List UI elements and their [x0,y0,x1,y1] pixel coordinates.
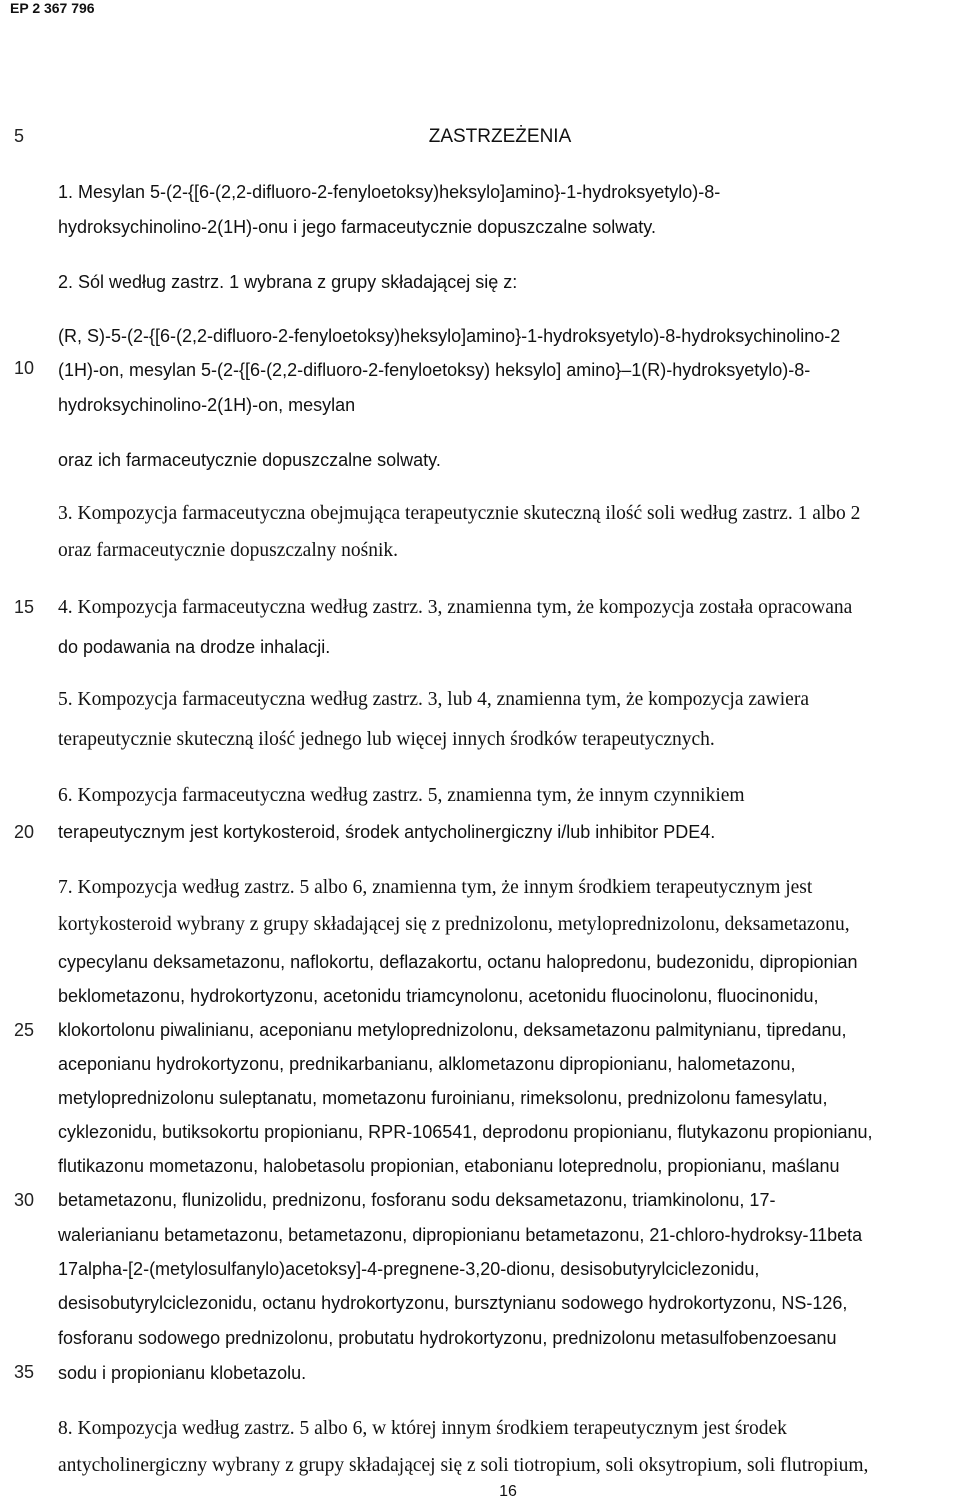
section-title: ZASTRZEŻENIA [428,126,572,147]
document-id: EP 2 367 796 [10,0,95,16]
claim-text-line: antycholinergiczny wybrany z grupy składającej się z soli tiotropium, soli oksytropium, soli flutropium, [58,1455,869,1476]
claim-text-line: flutikazonu mometazonu, halobetasolu propionian, etabonianu loteprednolu, propionianu, maślanu [58,1156,840,1176]
claim-text-line: (R, S)-5-(2-{[6-(2,2-difluoro-2-fenyloetoksy)heksylo]amino}-1-hydroksyetylo)-8-hydroksychinolino-2 [58,326,841,346]
line-number: 10 [14,358,35,378]
claim-text-line: fosforanu sodowego prednizolonu, probutatu hydrokortyzonu, prednizolonu metasulfobenzoesanu [58,1328,837,1348]
claim-text-line: do podawania na drodze inhalacji. [58,637,331,657]
claim-text-line: 8. Kompozycja według zastrz. 5 albo 6, w której innym środkiem terapeutycznym jest środek [58,1418,787,1439]
claim-text-line: sodu i propionianu klobetazolu. [58,1363,307,1383]
claim-text-line: metyloprednizolonu suleptanatu, mometazonu furoinianu, rimeksolonu, prednizolonu famesylatu, [58,1088,828,1108]
claim-text-line: betametazonu, flunizolidu, prednizonu, fosforanu sodu deksametazonu, triamkinolonu, 17- [58,1190,776,1210]
claim-text-line: hydroksychinolino-2(1H)-on, mesylan [58,395,356,415]
claim-text-line: 1. Mesylan 5-(2-{[6-(2,2-difluoro-2-fenyloetoksy)heksylo]amino}-1-hydroksyetylo)-8- [58,182,721,202]
claim-text-line: (1H)-on, mesylan 5-(2-{[6-(2,2-difluoro-2-fenyloetoksy) heksylo] amino}‒1(R)-hydroksyetylo)-8- [58,360,811,380]
claim-text-line: terapeutycznym jest kortykosteroid, środek antycholinergiczny i/lub inhibitor PDE4. [58,822,716,842]
claim-text-line: oraz farmaceutycznie dopuszczalny nośnik. [58,540,399,561]
claim-text-line: 17alpha-[2-(metylosulfanylo)acetoksy]-4-pregnene-3,20-dionu, desisobutyrylciclezonidu, [58,1259,760,1279]
claim-text-line: 4. Kompozycja farmaceutyczna według zastrz. 3, znamienna tym, że kompozycja została opracowana [58,597,853,618]
page-number: 16 [499,1483,517,1500]
claim-text-line: 3. Kompozycja farmaceutyczna obejmująca terapeutycznie skuteczną ilość soli według zastrz. 1 albo 2 [58,503,861,524]
claim-text-line: kortykosteroid wybrany z grupy składającej się z prednizolonu, metyloprednizolonu, deksametazonu, [58,914,850,935]
line-number: 35 [14,1362,35,1382]
line-number: 15 [14,597,35,617]
claim-text-line: aceponianu hydrokortyzonu, prednikarbanianu, alklometazonu dipropionianu, halometazonu, [58,1054,796,1074]
claim-text-line: hydroksychinolino-2(1H)-onu i jego farmaceutycznie dopuszczalne solwaty. [58,217,656,237]
claim-text-line: 2. Sól według zastrz. 1 wybrana z grupy składającej się z: [58,272,518,292]
line-number: 30 [14,1190,35,1210]
claim-text-line: cypecylanu deksametazonu, naflokortu, deflazakortu, octanu halopredonu, budezonidu, dipropionian [58,952,858,972]
claim-text-line: walerianianu betametazonu, betametazonu, dipropionianu betametazonu, 21-chloro-hydroksy-11beta [58,1225,863,1245]
claim-text-line: 6. Kompozycja farmaceutyczna według zastrz. 5, znamienna tym, że innym czynnikiem [58,785,745,806]
claim-text-line: beklometazonu, hydrokortyzonu, acetonidu triamcynolonu, acetonidu fluocinolonu, fluocinonidu, [58,986,819,1006]
claim-text-line: 7. Kompozycja według zastrz. 5 albo 6, znamienna tym, że innym środkiem terapeutycznym jest [58,877,813,898]
line-number: 5 [14,126,25,146]
claim-text-line: klokortolonu piwalinianu, aceponianu metyloprednizolonu, deksametazonu palmitynianu, tipredanu, [58,1020,847,1040]
line-number: 25 [14,1020,35,1040]
claim-text-line: terapeutycznie skuteczną ilość jednego lub więcej innych środków terapeutycznych. [58,729,715,750]
claim-text-line: cyklezonidu, butiksokortu propionianu, RPR-106541, deprodonu propionianu, flutykazonu propionianu, [58,1122,873,1142]
claim-text-line: 5. Kompozycja farmaceutyczna według zastrz. 3, lub 4, znamienna tym, że kompozycja zawiera [58,689,809,710]
claim-text-line: oraz ich farmaceutycznie dopuszczalne solwaty. [58,450,441,470]
claim-text-line: desisobutyrylciclezonidu, octanu hydrokortyzonu, bursztynianu sodowego hydrokortyzonu, NS-126, [58,1293,848,1313]
line-number: 20 [14,822,35,842]
